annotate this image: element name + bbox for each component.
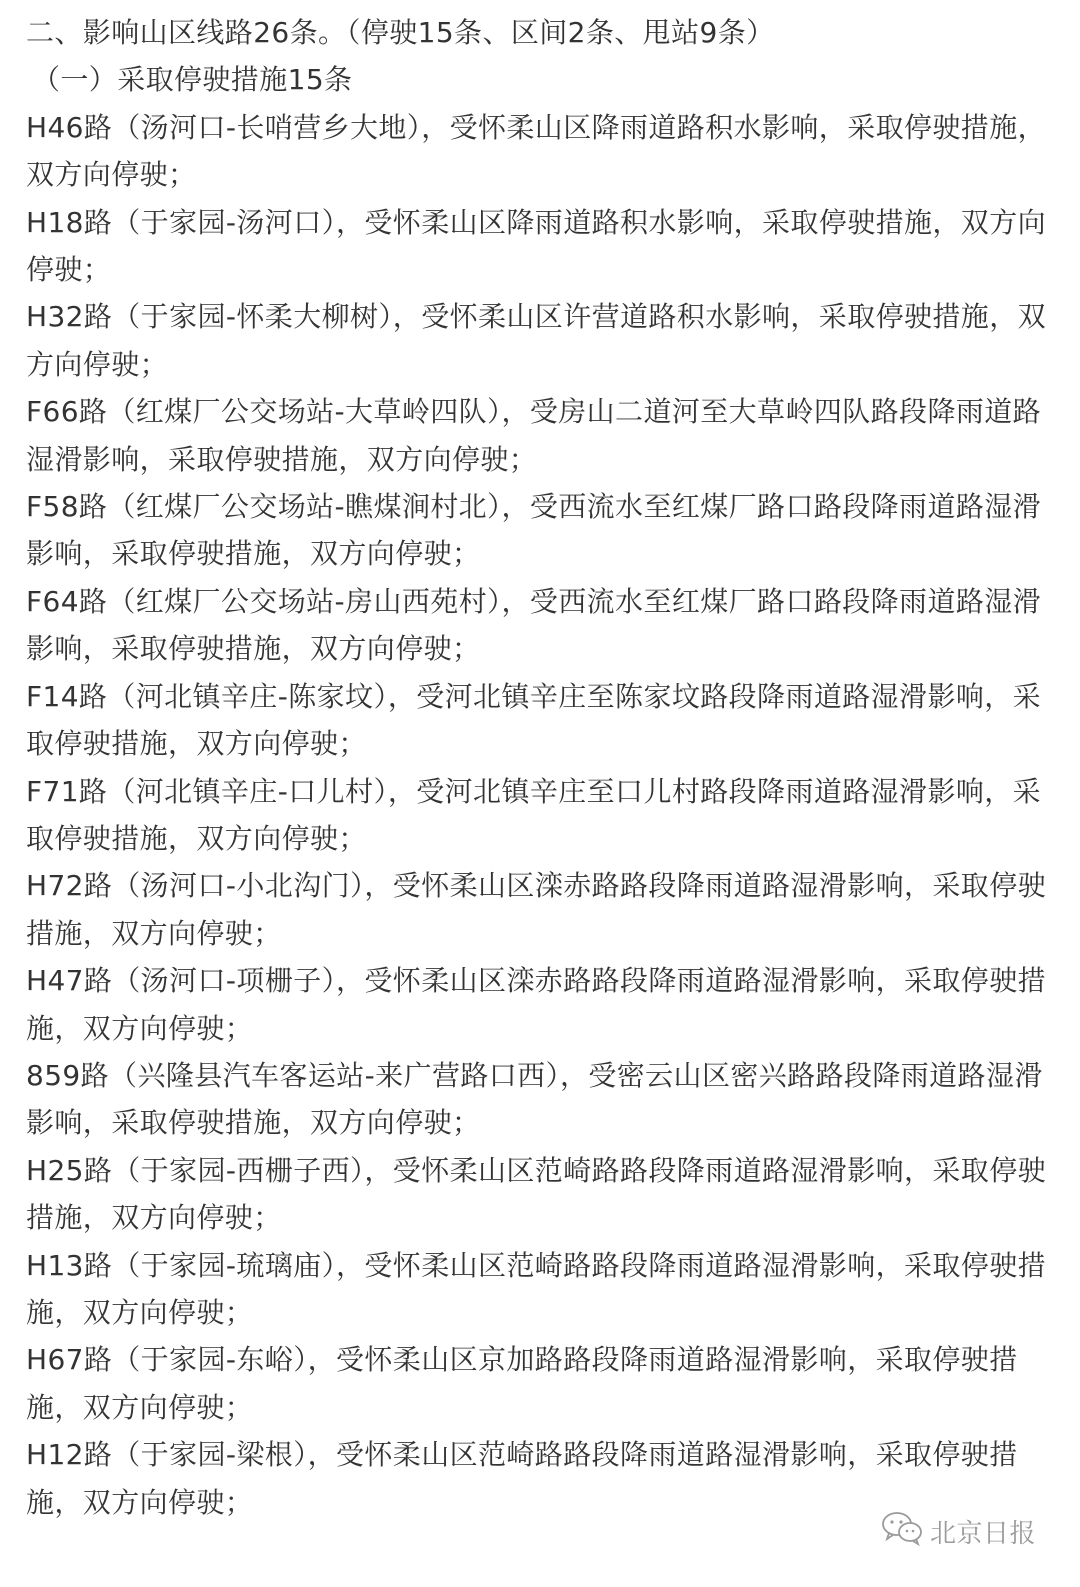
route-entry: H13路（于家园-琉璃庙），受怀柔山区范崎路路段降雨道路湿滑影响，采取停驶措施，双方向停驶； — [26, 1248, 1046, 1329]
route-entry: H25路（于家园-西栅子西），受怀柔山区范崎路路段降雨道路湿滑影响，采取停驶措施，双方向停驶； — [26, 1153, 1046, 1235]
route-entry: H67路（于家园-东峪），受怀柔山区京加路路段降雨道路湿滑影响，采取停驶措施，双方向停驶； — [26, 1343, 1018, 1424]
route-entry: 859路（兴隆县汽车客运站-来广营路口西），受密云山区密兴路路段降雨道路湿滑影响，采取停驶措施，双方向停驶； — [26, 1058, 1043, 1140]
route-entry: H12路（于家园-梁根），受怀柔山区范崎路路段降雨道路湿滑影响，采取停驶措施，双方向停驶； — [26, 1438, 1018, 1519]
watermark-text: 北京日报 — [929, 1519, 1036, 1549]
route-entry: F66路（红煤厂公交场站-大草岭四队），受房山二道河至大草岭四队路段降雨道路湿滑影响，采取停驶措施，双方向停驶； — [26, 395, 1042, 476]
watermark — [880, 1510, 1036, 1553]
route-entry: F64路（红煤厂公交场站-房山西苑村），受西流水至红煤厂路口路段降雨道路湿滑影响，采取停驶措施，双方向停驶； — [26, 584, 1042, 666]
subsection-heading: （一）采取停驶措施15条 — [32, 63, 353, 97]
wechat-icon — [880, 1510, 930, 1553]
section-heading: 二、影响山区线路26条。（停驶15条、区间2条、甩站9条） — [26, 16, 775, 49]
route-entry: H47路（汤河口-项栅子），受怀柔山区滦赤路路段降雨道路湿滑影响，采取停驶措施，双方向停驶； — [26, 964, 1046, 1045]
route-entry: F14路（河北镇辛庄-陈家坟），受河北镇辛庄至陈家坟路段降雨道路湿滑影响，采取停驶措施，双方向停驶； — [26, 679, 1042, 761]
route-entry: H18路（于家园-汤河口），受怀柔山区降雨道路积水影响，采取停驶措施，双方向停驶； — [26, 205, 1046, 287]
document-body — [26, 9, 1056, 1526]
route-entry: H32路（于家园-怀柔大柳树），受怀柔山区许营道路积水影响，采取停驶措施，双方向停驶； — [26, 300, 1046, 381]
route-entry: H72路（汤河口-小北沟门），受怀柔山区滦赤路路段降雨道路湿滑影响，采取停驶措施，双方向停驶； — [26, 869, 1046, 950]
route-entry: F58路（红煤厂公交场站-瞧煤涧村北），受西流水至红煤厂路口路段降雨道路湿滑影响，采取停驶措施，双方向停驶； — [26, 490, 1042, 571]
route-entry: F71路（河北镇辛庄-口儿村），受河北镇辛庄至口儿村路段降雨道路湿滑影响，采取停驶措施，双方向停驶； — [26, 774, 1042, 855]
route-entry: H46路（汤河口-长哨营乡大地），受怀柔山区降雨道路积水影响，采取停驶措施，双方向停驶； — [26, 110, 1046, 192]
